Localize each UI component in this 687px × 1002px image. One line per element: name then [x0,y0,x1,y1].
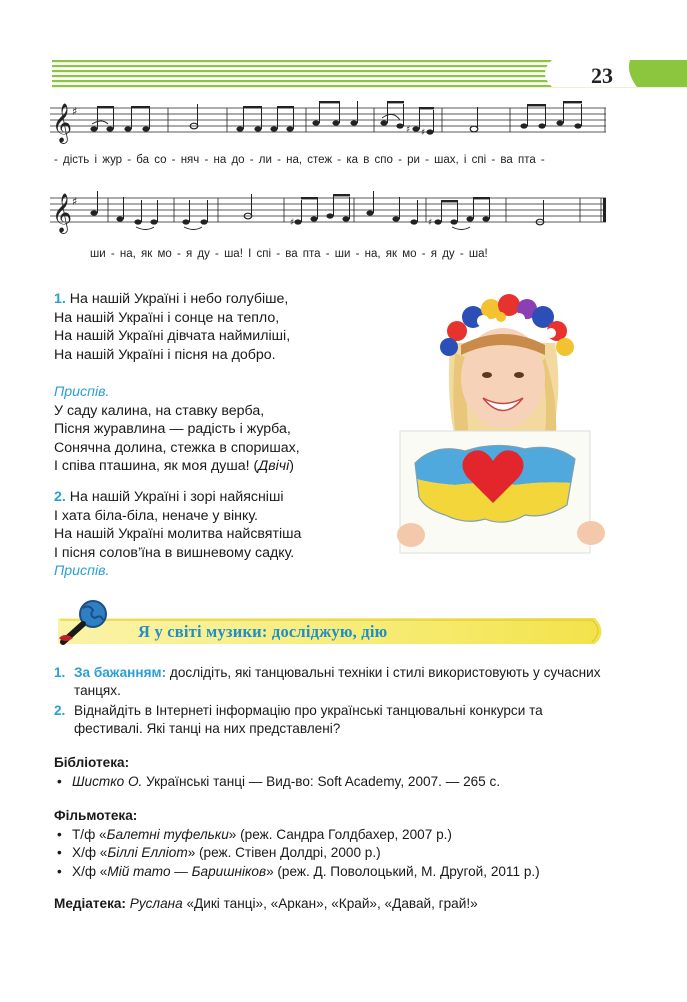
chorus-label: Приспів. [54,384,110,400]
film-item: • Т/ф «Балетні туфельки» (реж. Сандра Голдбахер, 2007 р.) [54,826,614,845]
bullet-icon: • [57,845,62,860]
verse-1-line-3: На нашій Україні дівчата наймиліші, [54,328,291,345]
bullet-icon: • [57,773,62,789]
verse-2-chorus-label: Приспів. [54,563,110,580]
verse-2-number: 2. [54,489,66,505]
verse-1 [54,290,290,364]
svg-text:♯: ♯ [72,105,78,118]
media-artist: Руслана [129,896,183,911]
library-section [54,754,614,791]
task-1 [54,664,614,700]
library-item: • Шистко О. Українські танці — Вид-во: Soft Academy, 2007. — 265 с. [54,773,614,792]
svg-text:♯: ♯ [421,128,426,138]
banner-title: Я у світі музики: досліджую, дію [138,622,388,641]
svg-text:♯: ♯ [428,218,433,228]
film-item: • Х/ф «Мій тато — Баришніков» (реж. Д. Поволоцький, М. Другой, 2011 р.) [54,863,614,882]
chorus-line-1: У саду калина, на ставку верба, [54,402,265,419]
task-1-lead: За бажанням: [74,665,167,680]
task-list [54,664,614,740]
bullet-icon: • [57,863,62,879]
music-score-system-1 [50,98,610,146]
score-lyrics-line-2: ши - на, як мо - я ду - ша! І спі - ва пта - ши - на, як мо - я ду - ша! [90,248,488,260]
verse-2-line-3: На нашій Україні молитва найсвятіша [54,526,302,543]
chorus-line-3: Сонячна долина, стежка в споришах, [54,439,300,456]
globe-magnifier-icon [55,598,113,648]
repeat-marker: Двічі [258,458,290,475]
task-2-number: 2. [54,703,66,718]
verse-2 [54,488,301,581]
verse-2-line-1: 2. На нашій Україні і зорі найясніші [54,489,284,505]
verse-1-line-4: На нашій Україні і пісня на добро. [54,346,276,363]
music-score-system-2 [50,188,610,236]
svg-text:♯: ♯ [72,195,78,208]
svg-text:♯: ♯ [406,125,411,135]
films-heading: Фільмотека: [54,808,138,823]
verse-2-line-2: І хата біла-біла, неначе у вінку. [54,507,258,524]
chorus-line-2: Пісня журавлина — радість і журба, [54,421,291,438]
verse-1-line-2: На нашій Україні і сонце на тепло, [54,309,280,326]
svg-text:𝄞: 𝄞 [52,103,73,143]
svg-text:♯: ♯ [290,218,295,228]
chorus [54,383,300,476]
task-1-number: 1. [54,665,66,680]
verse-1-line-1: 1. На нашій Україні і небо голубіше, [54,291,289,307]
bullet-icon: • [57,826,62,842]
task-1-text: дослідіть, які танцювальні техніки і стилі використовують у сучасних танцях. [74,665,601,698]
girl-with-ukraine-map-illustration [395,283,610,565]
films-section [54,807,614,881]
page-number: 23 [591,63,613,88]
library-heading: Бібліотека: [54,755,130,770]
media-heading: Медіатека: [54,896,126,911]
task-2 [54,702,614,738]
verse-2-line-4: І пісня солов’їна в вишневому садку. [54,544,295,561]
chorus-line-4: І співа пташина, як моя душа! (Двічі) [54,458,294,475]
film-item: • Х/ф «Біллі Елліот» (реж. Стівен Долдрі, 2000 р.) [54,844,614,863]
media-titles: «Дикі танці», «Аркан», «Край», «Давай, грай!» [182,896,478,911]
verse-1-number: 1. [54,291,66,307]
media-line [54,896,478,911]
task-2-text: Віднайдіть в Інтернеті інформацію про українські танцювальні конкурси та фестивалі. Які танці на них представлені? [74,703,543,736]
score-lyrics-line-1: - дість і жур - ба со - няч - на до - ли - на, стеж - ка в спо - ри - шах, і спі - ва пта - [54,154,545,166]
svg-text:𝄞: 𝄞 [52,193,73,233]
